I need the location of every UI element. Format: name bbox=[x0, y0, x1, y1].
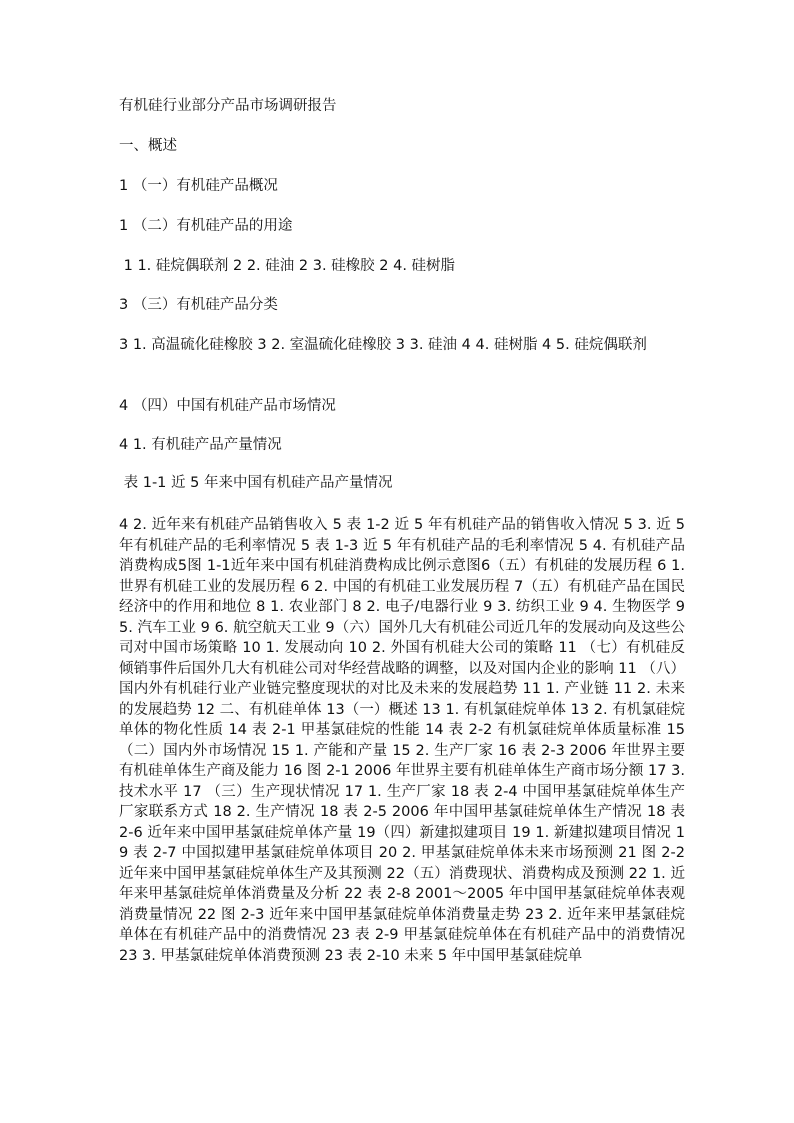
toc-line: 4 1. 有机硅产品产量情况 bbox=[119, 437, 282, 453]
toc-line: 3 （三）有机硅产品分类 bbox=[119, 297, 278, 313]
toc-line: 表 1-1 近 5 年来中国有机硅产品产量情况 bbox=[119, 475, 393, 491]
toc-line: 1 1. 硅烷偶联剂 2 2. 硅油 2 3. 硅橡胶 2 4. 硅树脂 bbox=[119, 258, 456, 274]
toc-line: 1 （一）有机硅产品概况 bbox=[119, 178, 278, 194]
section-heading-overview: 一、概述 bbox=[119, 138, 177, 154]
document-title: 有机硅行业部分产品市场调研报告 bbox=[119, 98, 337, 114]
toc-paragraph: 4 2. 近年来有机硅产品销售收入 5 表 1-2 近 5 年有机硅产品的销售收入情况 5 3. 近 5 年有机硅产品的毛利率情况 5 表 1-3 近 5 年有机硅产品的毛利率情况 5 4. 有机硅产品消费构成5图 1-1近年来中国有机硅消费构成比例示意图6（五）有机硅的发展历程 6 1. 世界有机硅工业的发展历程 6 2. 中国的有机硅工业发展历程 7（五）有机硅产品在国民经济中的作用和地位 8 1. 农业部门 8 2. 电子/电器行业 9 3. 纺织工业 9 4. 生物医学 9 5. 汽车工业 9 6. 航空航天工业 9（六）国外几大有机硅公司近几年的发展动向及这些公司对中国市场策略 10 1. 发展动向 10 2. 外国有机硅大公司的策略 11 （七）有机硅反倾销事件后国外几大有机硅公司对华经营战略的调整，以及对国内企业的影响 11 （八）国内外有机硅行业产业链完整度现状的对比及未来的发展趋势 11 1. 产业链 11 2. 未来的发展趋势 12 二、有机硅单体 13（一）概述 13 1. 有机氯硅烷单体 13 2. 有机氯硅烷单体的物化性质 14 表 2-1 甲基氯硅烷的性能 14 表 2-2 有机氯硅烷单体质量标准 15 （二）国内外市场情况 15 1. 产能和产量 15 2. 生产厂家 16 表 2-3 2006 年世界主要有机硅单体生产商及能力 16 图 2-1 2006 年世界主要有机硅单体生产商市场分额 17 3.技术水平 17 （三）生产现状情况 17 1. 生产厂家 18 表 2-4 中国甲基氯硅烷单体生产厂家联系方式 18 2. 生产情况 18 表 2-5 2006 年中国甲基氯硅烷单体生产情况 18 表 2-6 近年来中国甲基氯硅烷单体产量 19（四）新建拟建项目 19 1. 新建拟建项目情况 19 表 2-7 中国拟建甲基氯硅烷单体项目 20 2. 甲基氯硅烷单体未来市场预测 21 图 2-2 近年来中国甲基氯硅烷单体生产及其预测 22（五）消费现状、消费构成及预测 22 1. 近年来甲基氯硅烷单体消费量及分析 22 表 2-8 2001～2005 年中国甲基氯硅烷单体表观消费量情况 22 图 2-3 近年来中国甲基氯硅烷单体消费量走势 23 2. 近年来甲基氯硅烷单体在有机硅产品中的消费情况 23 表 2-9 甲基氯硅烷单体在有机硅产品中的消费情况 23 3. 甲基氯硅烷单体消费预测 23 表 2-10 未来 5 年中国甲基氯硅烷单 bbox=[119, 517, 685, 964]
toc-line: 3 1. 高温硫化硅橡胶 3 2. 室温硫化硅橡胶 3 3. 硅油 4 4. 硅树脂 4 5. 硅烷偶联剂 bbox=[119, 337, 647, 353]
toc-line: 1 （二）有机硅产品的用途 bbox=[119, 218, 293, 234]
toc-line: 4 （四）中国有机硅产品市场情况 bbox=[119, 398, 336, 414]
